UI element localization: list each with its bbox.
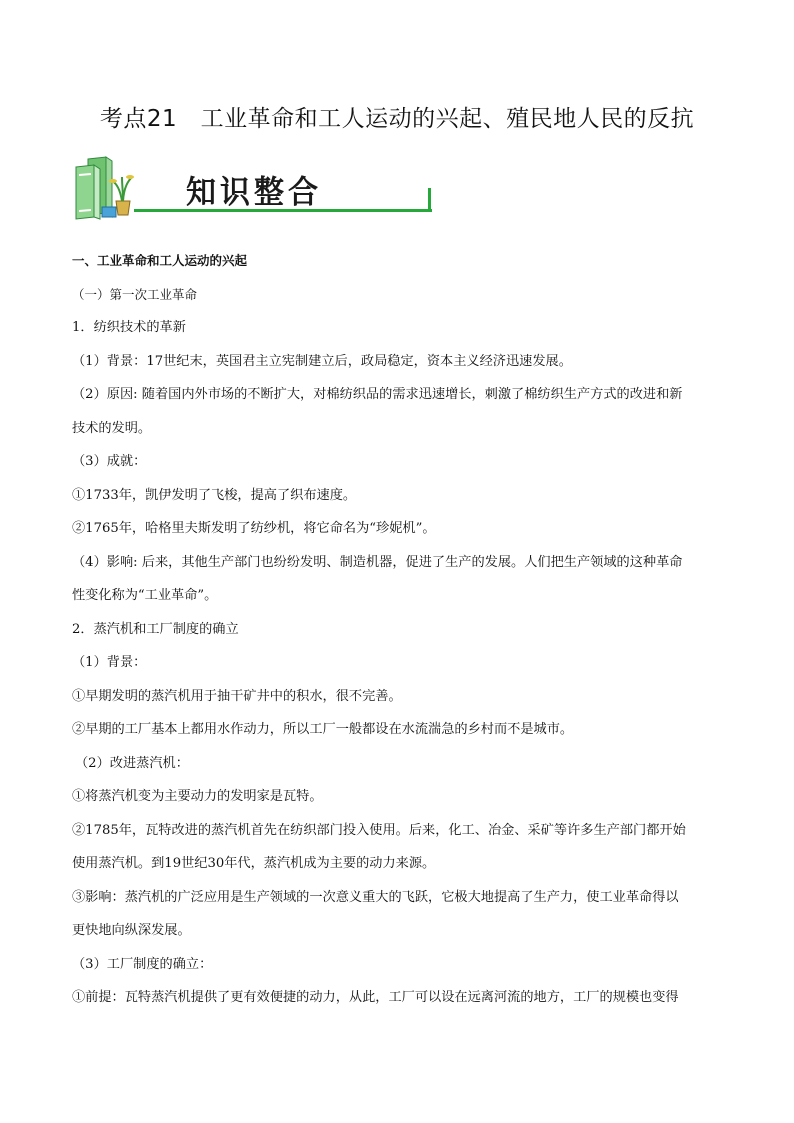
paragraph-line: （3）成就： bbox=[72, 454, 147, 469]
section-banner bbox=[72, 155, 372, 225]
paragraph-line: （1）背景： bbox=[72, 655, 147, 670]
document-body bbox=[72, 244, 724, 1015]
paragraph-line: 性变化称为“工业革命”。 bbox=[72, 588, 218, 603]
paragraph-line: ②早期的工厂基本上都用水作动力，所以工厂一般都设在水流湍急的乡村而不是城市。 bbox=[72, 722, 574, 737]
paragraph-line: ①1733年，凯伊发明了飞梭，提高了织布速度。 bbox=[72, 487, 357, 503]
paragraph-line: （1）背景：17世纪末，英国君主立宪制建立后，政局稳定，资本主义经济迅速发展。 bbox=[72, 353, 572, 369]
topic-heading: 1．纺织技术的革新 bbox=[72, 320, 186, 335]
section-heading: 一、工业革命和工人运动的兴起 bbox=[72, 253, 248, 268]
paragraph-line: 使用蒸汽机。到19世纪30年代，蒸汽机成为主要的动力来源。 bbox=[72, 856, 436, 871]
paragraph-line: ②1765年，哈格里夫斯发明了纺纱机，将它命名为“珍妮机”。 bbox=[72, 521, 436, 536]
paragraph-line: （3）工厂制度的确立： bbox=[72, 956, 213, 972]
paragraph-line: （4）影响: 后来，其他生产部门也纷纷发明、制造机器，促进了生产的发展。人们把生产领域的这种革命 bbox=[72, 554, 683, 570]
page-title: 考点21 工业革命和工人运动的兴起、殖民地人民的反抗 bbox=[99, 106, 695, 132]
paragraph-line: ①将蒸汽机变为主要动力的发明家是瓦特。 bbox=[72, 789, 323, 804]
paragraph-line: 技术的发明。 bbox=[72, 420, 152, 436]
banner-label: 知识整合 bbox=[186, 174, 322, 212]
paragraph-line: ①早期发明的蒸汽机用于抽干矿井中的积水，很不完善。 bbox=[72, 688, 402, 704]
banner-tick bbox=[428, 188, 431, 212]
books-icon bbox=[72, 155, 142, 221]
paragraph-line: 更快地向纵深发展。 bbox=[72, 923, 191, 938]
paragraph-line: ①前提：瓦特蒸汽机提供了更有效便捷的动力，从此，工厂可以设在远离河流的地方，工厂的规模也变得 bbox=[72, 990, 679, 1005]
paragraph-line: ③影响：蒸汽机的广泛应用是生产领域的一次意义重大的飞跃，它极大地提高了生产力，使工业革命得以 bbox=[72, 889, 679, 905]
topic-heading: 2．蒸汽机和工厂制度的确立 bbox=[72, 621, 239, 637]
subsection-heading: （一）第一次工业革命 bbox=[72, 286, 198, 302]
paragraph-line: （2）原因: 随着国内外市场的不断扩大，对棉纺织品的需求迅速增长，刺激了棉纺织生产方式的改进和新 bbox=[72, 387, 683, 402]
paragraph-line: （2）改进蒸汽机： bbox=[75, 755, 189, 771]
paragraph-line: ②1785年，瓦特改进的蒸汽机首先在纺织部门投入使用。后来，化工、冶金、采矿等许多生产部门都开始 bbox=[72, 822, 686, 838]
